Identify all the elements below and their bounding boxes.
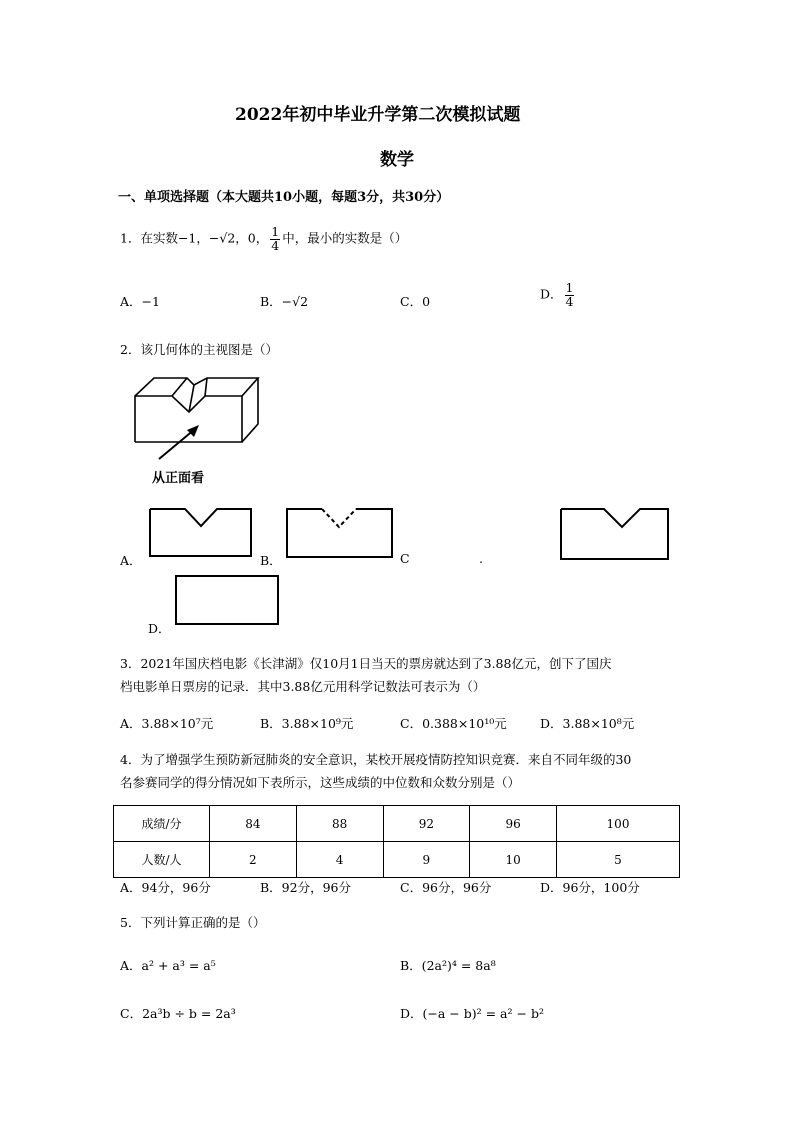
q1-fraction	[270, 226, 280, 252]
table-cell: 88	[296, 806, 383, 842]
question-4-line1: 4．为了增强学生预防新冠肺炎的安全意识，某校开展疫情防控知识竞赛．来自不同年级的30	[120, 752, 632, 767]
fraction-denominator: 4	[565, 293, 574, 309]
q2-option-c-label: C	[400, 551, 410, 566]
q4-option-c: C．96分，96分	[400, 880, 492, 895]
view-direction-arrow-icon	[155, 423, 205, 463]
table-cell: 人数/人	[114, 842, 210, 878]
q1-suffix: 中，最小的实数是（）	[282, 230, 408, 246]
q2-option-b-figure	[286, 507, 394, 559]
question-3-line2: 档电影单日票房的记录．其中3.88亿元用科学记数法可表示为（）	[120, 679, 486, 694]
fraction-numerator: 1	[271, 224, 280, 239]
table-cell: 成绩/分	[114, 806, 210, 842]
question-5: 5．下列计算正确的是（）	[120, 915, 266, 930]
q1-mid: ，0，	[235, 230, 269, 246]
table-cell: 84	[210, 806, 297, 842]
q2-option-d-label: D．	[148, 621, 171, 636]
question-4-line2: 名参赛同学的得分情况如下表所示，这些成绩的中位数和众数分别是（）	[120, 775, 521, 790]
q1-option-d-label: D．	[540, 286, 563, 302]
q2-option-b-label: B．	[260, 553, 282, 568]
table-cell: 10	[470, 842, 557, 878]
q5-option-b: B．(2a²)⁴ = 8a⁸	[400, 958, 496, 973]
q1-option-c: C．0	[400, 294, 431, 309]
q2-option-a-figure	[149, 508, 253, 558]
table-cell: 2	[210, 842, 297, 878]
fraction-numerator: 1	[565, 280, 574, 295]
q5-option-d: D．(−a − b)² = a² − b²	[400, 1006, 544, 1021]
q3-option-b: B．3.88×10⁹元	[260, 716, 354, 731]
table-cell: 5	[557, 842, 680, 878]
q1-prefix: 1．在实数−1，	[120, 230, 209, 246]
question-3-line1: 3．2021年国庆档电影《长津湖》仅10月1日当天的票房就达到了3.88亿元，创下了国庆	[120, 656, 612, 671]
q1-option-b: B．−√2	[260, 294, 309, 309]
exam-title: 2022年初中毕业升学第二次模拟试题	[235, 105, 521, 125]
q2-option-a-label: A．	[120, 553, 142, 568]
table-row	[114, 806, 680, 842]
q4-option-d: D．96分，100分	[540, 880, 640, 895]
q2-option-d-figure	[175, 575, 281, 627]
table-cell: 92	[383, 806, 470, 842]
q5-option-c: C．2a³b ÷ b = 2a³	[120, 1006, 236, 1021]
q5-option-a: A．a² + a³ = a⁵	[120, 958, 216, 973]
q3-option-a: A．3.88×10⁷元	[120, 716, 214, 731]
q1-option-a: A．−1	[120, 294, 160, 309]
score-table	[113, 805, 680, 878]
subject-title: 数学	[380, 150, 414, 170]
table-row	[114, 842, 680, 878]
q1-option-d	[540, 282, 576, 308]
fraction-denominator: 4	[271, 237, 280, 253]
q4-option-a: A．94分，96分	[120, 880, 211, 895]
q1-option-d-fraction	[565, 282, 575, 308]
q3-option-c: C．0.388×10¹⁰元	[400, 716, 507, 731]
table-cell: 4	[296, 842, 383, 878]
q2-option-c-dot: .	[479, 551, 483, 566]
q3-option-d: D．3.88×10⁸元	[540, 716, 635, 731]
question-1	[120, 226, 407, 252]
table-cell: 100	[557, 806, 680, 842]
table-cell: 96	[470, 806, 557, 842]
table-cell: 9	[383, 842, 470, 878]
q4-option-b: B．92分，96分	[260, 880, 351, 895]
q2-option-c-figure	[560, 507, 670, 561]
section-heading: 一、单项选择题（本大题共10小题，每题3分，共30分）	[118, 190, 450, 205]
question-2: 2．该几何体的主视图是（）	[120, 342, 278, 357]
q1-neg-sqrt2: −√2	[208, 230, 236, 246]
view-caption: 从正面看	[152, 471, 205, 486]
